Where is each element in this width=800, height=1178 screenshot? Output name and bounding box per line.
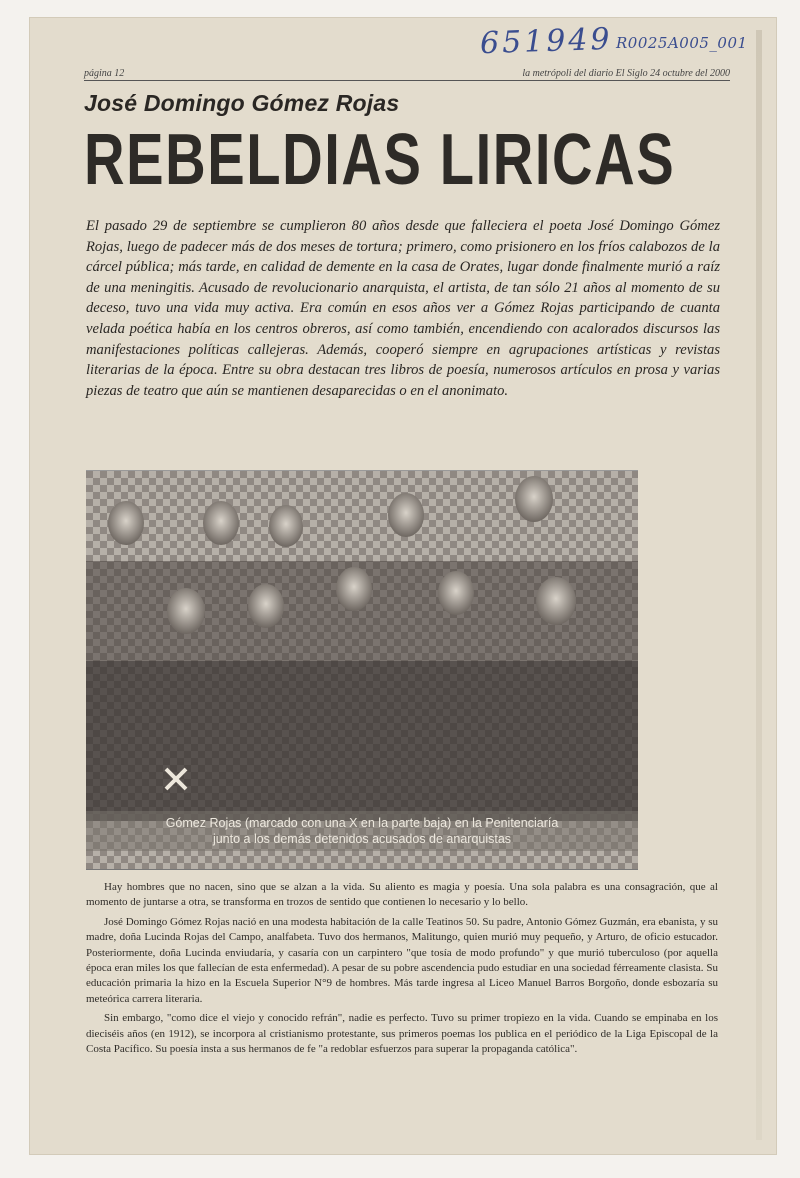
photo-caption-line: Gómez Rojas (marcado con una X en la parte baja) en la Penitenciaría xyxy=(165,816,559,830)
body-paragraph: Hay hombres que no nacen, sino que se alzan a la vida. Su aliento es magia y poesía. Una sola palabra es una consagración, que al momento de juntarse a otra, se transforma en trozos de sentido que contienen lo necesario y lo bello. xyxy=(86,881,718,909)
photo-caption-line: junto a los demás detenidos acusados de anarquistas xyxy=(212,832,512,846)
article-kicker: José Domingo Gómez Rojas xyxy=(84,90,400,116)
header-rule xyxy=(84,80,730,81)
scan-edge xyxy=(756,30,762,1140)
archive-catalog-code: R0025A005_001 xyxy=(616,34,748,52)
archive-handwritten-number: 651949 xyxy=(479,21,614,62)
running-head-publication: la metrópoli del diario El Siglo 24 octubre del 2000 xyxy=(522,68,730,79)
article-body xyxy=(86,880,718,1061)
photo-halftone xyxy=(86,471,638,869)
article-lead: El pasado 29 de septiembre se cumplieron 80 años desde que falleciera el poeta José Domingo Gómez Rojas, luego de padecer más de dos meses de tortura; primero, como prisionero en los fríos calabozos de la cárcel pública; más tarde, en calidad de demente en la casa de Orates, lugar donde finalmente murió a raíz de una meningitis. Acusado de revolucionario anarquista, el artista, de tan sólo 21 años al momento de su deceso, tuvo una vida muy activa. Era común en esos años ver a Gómez Rojas participando de cuanta velada poética había en los centros obreros, así como también, encendiendo con acalorados discursos las manifestaciones políticas callejeras. Además, cooperó siempre en agrupaciones artísticas y revistas literarias de la época. Entre su obra destacan tres libros de poesía, numerosos artículos en prosa y varias piezas de teatro que aún se mantienen desaparecidas o en el anonimato. xyxy=(86,218,720,399)
body-paragraph: Sin embargo, "como dice el viejo y conocido refrán", nadie es perfecto. Tuvo su primer tropiezo en la vida. Cuando se empinaba en los dieciséis años (en 1912), se incorpora al cristianismo protestante, sus primeros poemas los publica en el periódico de la Liga Episcopal de la Costa Pacífico. Su poesía insta a sus hermanos de fe "a redoblar esfuerzos para superar la propaganda católica". xyxy=(86,1012,718,1056)
photo-caption xyxy=(86,811,638,851)
article-headline: REBELDIAS LIRICAS xyxy=(84,120,676,200)
body-paragraph: José Domingo Gómez Rojas nació en una modesta habitación de la calle Teatinos 50. Su padre, Antonio Gómez Guzmán, era ebanista, y su madre, doña Lucinda Rojas del Campo, analfabeta. Tuvo dos hermanos, Malitungo, quien murió muy pequeño, y Arturo, de oficio estucador. Posteriormente, doña Lucinda enviudaría, y casaría con un carpintero "que tosía de modo profundo" y que murió tuberculoso (por aquella época eran miles los que fallecían de esta enfermedad). A pesar de su pobre ascendencia pudo estudiar en una sociedad férreamente clasista. Su educación primaria la hizo en la Escuela Superior N°9 de hombres. Más tarde ingresa al Liceo Manuel Barros Borgoño, donde esbozaría su meteórica carrera literaria. xyxy=(86,915,718,1005)
group-photo xyxy=(86,470,638,870)
running-head-page: página 12 xyxy=(84,68,125,79)
